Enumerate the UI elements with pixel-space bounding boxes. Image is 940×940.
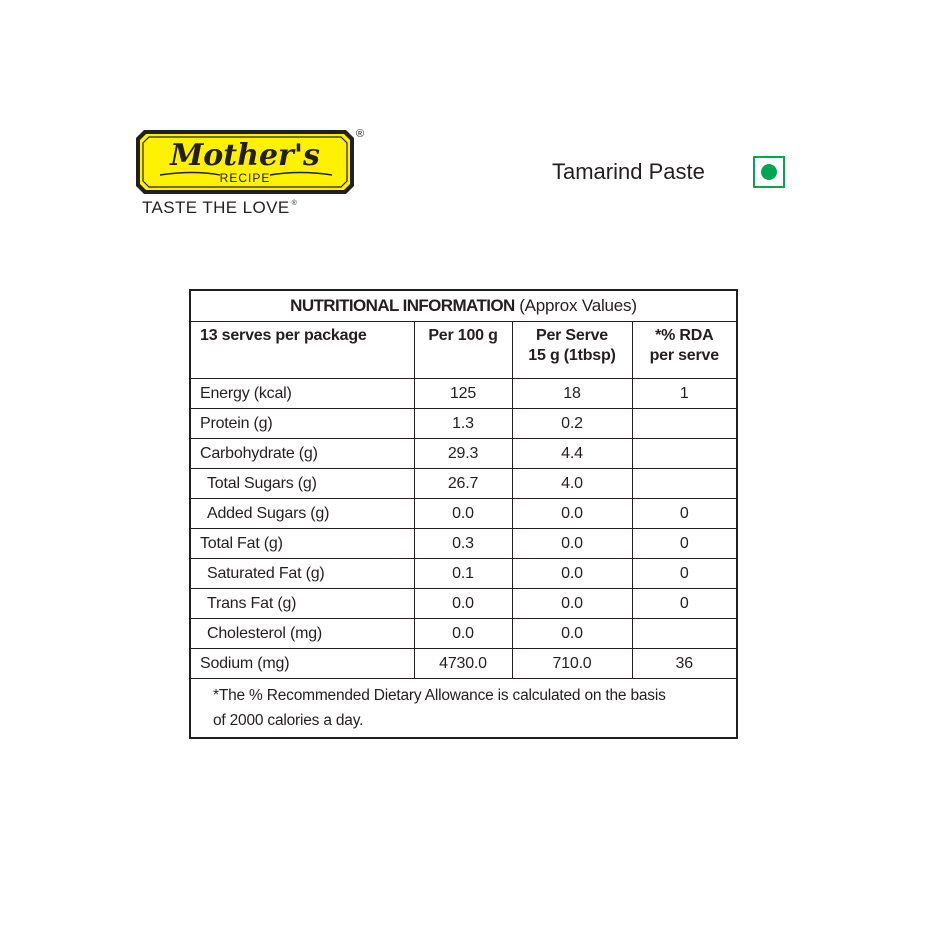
table-header-row [190, 322, 737, 379]
table-row [190, 439, 737, 469]
value-per-100g: 0.0 [414, 619, 512, 649]
logo-wordmark: Mother's [170, 138, 320, 173]
table-row [190, 649, 737, 679]
nutrient-name: Trans Fat (g) [190, 589, 414, 619]
table-row [190, 589, 737, 619]
value-per-serve: 0.0 [512, 529, 632, 559]
value-per-100g: 4730.0 [414, 649, 512, 679]
value-rda [632, 469, 737, 499]
table-row [190, 409, 737, 439]
value-per-serve: 18 [512, 379, 632, 409]
nutrient-name: Energy (kcal) [190, 379, 414, 409]
header-per-100g: Per 100 g [414, 322, 512, 379]
table-body [190, 379, 737, 679]
value-per-100g: 0.3 [414, 529, 512, 559]
brand-tagline [142, 198, 297, 218]
nutrient-name: Sodium (mg) [190, 649, 414, 679]
header-rda-line1: *% RDA [655, 327, 714, 344]
table-title-bold: NUTRITIONAL INFORMATION [290, 296, 515, 315]
veg-symbol-dot [761, 164, 777, 180]
nutrient-name: Protein (g) [190, 409, 414, 439]
value-rda: 36 [632, 649, 737, 679]
table-row [190, 379, 737, 409]
value-per-serve: 0.0 [512, 499, 632, 529]
nutrient-name: Added Sugars (g) [190, 499, 414, 529]
table-title-row [190, 290, 737, 322]
table-title [190, 290, 737, 322]
table-row [190, 529, 737, 559]
registered-mark: ® [356, 128, 365, 140]
value-per-100g: 0.0 [414, 499, 512, 529]
nutrient-name: Carbohydrate (g) [190, 439, 414, 469]
value-per-serve: 710.0 [512, 649, 632, 679]
value-per-100g: 1.3 [414, 409, 512, 439]
nutrition-table [189, 289, 738, 739]
value-per-serve: 0.0 [512, 589, 632, 619]
header-per-serve-line2: 15 g (1tbsp) [528, 347, 616, 364]
value-rda: 1 [632, 379, 737, 409]
header-serves: 13 serves per package [190, 322, 414, 379]
value-per-100g: 0.1 [414, 559, 512, 589]
nutrient-name: Total Fat (g) [190, 529, 414, 559]
value-per-100g: 125 [414, 379, 512, 409]
brand-logo-graphic [134, 128, 356, 196]
value-per-serve: 0.0 [512, 559, 632, 589]
value-rda: 0 [632, 589, 737, 619]
value-per-100g: 0.0 [414, 589, 512, 619]
header-rda [632, 322, 737, 379]
value-per-serve: 0.2 [512, 409, 632, 439]
header-per-serve [512, 322, 632, 379]
nutrient-name: Saturated Fat (g) [190, 559, 414, 589]
tagline-registered-mark: ® [291, 200, 298, 207]
header-rda-line2: per serve [649, 347, 719, 364]
nutrient-name: Cholesterol (mg) [190, 619, 414, 649]
footnote-line1: *The % Recommended Dietary Allowance is calculated on the basis [213, 687, 666, 704]
value-per-serve: 4.4 [512, 439, 632, 469]
table-row [190, 619, 737, 649]
value-per-serve: 4.0 [512, 469, 632, 499]
table-row [190, 469, 737, 499]
value-per-serve: 0.0 [512, 619, 632, 649]
table-title-regular: (Approx Values) [514, 296, 637, 315]
value-rda: 0 [632, 559, 737, 589]
header-per-serve-line1: Per Serve [535, 327, 609, 344]
table-row [190, 499, 737, 529]
footnote-line2: of 2000 calories a day. [213, 712, 364, 729]
value-rda [632, 619, 737, 649]
value-rda [632, 409, 737, 439]
product-name: Tamarind Paste [552, 159, 705, 184]
table-footnote [190, 679, 737, 739]
veg-symbol-icon [753, 156, 785, 188]
value-rda: 0 [632, 499, 737, 529]
value-per-100g: 26.7 [414, 469, 512, 499]
table-row [190, 559, 737, 589]
value-rda: 0 [632, 529, 737, 559]
table-footnote-row [190, 679, 737, 739]
nutrient-name: Total Sugars (g) [190, 469, 414, 499]
tagline-text: TASTE THE LOVE [142, 198, 290, 217]
logo-subtext: RECIPE [219, 171, 271, 185]
value-rda [632, 439, 737, 469]
value-per-100g: 29.3 [414, 439, 512, 469]
